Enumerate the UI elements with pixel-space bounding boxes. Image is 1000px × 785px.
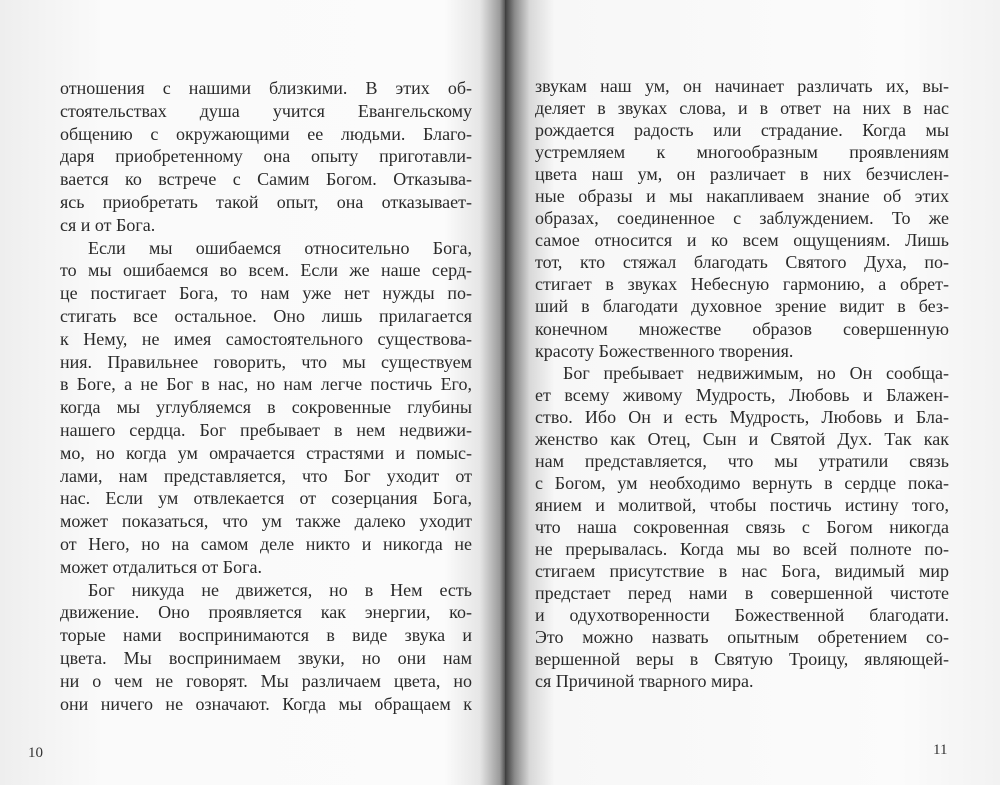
text-line: стоятельствах душа учится Евангельскому <box>60 100 472 121</box>
text-line: к Нему, не имея самостоятельного существова- <box>60 328 472 349</box>
text-line: нашего сердца. Бог пребывает в нем недвижи- <box>60 419 472 440</box>
text-line: что наша сокровенная связь с Богом никогда <box>535 516 949 537</box>
text-line: тот, кто стяжал благодать Святого Духа, по- <box>535 252 949 273</box>
page-number: 11 <box>933 742 948 758</box>
text-line: красоту Божественного творения. <box>535 340 794 361</box>
text-line: мо, но когда ум омрачается страстями и помыс- <box>60 442 472 463</box>
text-line: ся Причиной тварного мира. <box>535 671 754 692</box>
text-line: они ничего не означают. Когда мы обращаем к <box>60 693 472 714</box>
text-line: не прерывалась. Когда мы во всей полноте по- <box>535 538 949 559</box>
page-text <box>60 77 472 715</box>
text-line: Бог никуда не движется, но в Нем есть <box>88 579 472 600</box>
text-line: ший в благодати духовное зрение видит в без- <box>535 296 949 317</box>
text-line: нас. Если ум отвлекается от созерцания Бога, <box>60 488 472 509</box>
text-line: ясь приобретать такой опыт, она отказывает- <box>60 191 472 212</box>
text-line: ни о чем не говорят. Мы различаем цвета, но <box>60 670 472 691</box>
text-line: предстает перед нами в совершенной чистоте <box>535 583 949 604</box>
text-line: конечном множестве образов совершенную <box>535 318 949 339</box>
text-line: от Него, но на самом деле никто и никогда не <box>60 533 472 554</box>
text-line: деляет в звуках слова, и в ответ на них в нас <box>535 98 949 119</box>
text-line: стигает в звуках Небесную гармонию, а обрет- <box>535 274 949 295</box>
text-line: ся и от Бога. <box>60 214 156 235</box>
text-line: образах, соединенное с заблуждением. То же <box>535 208 949 229</box>
text-line: ет всему живому Мудрость, Любовь и Блажен- <box>535 384 949 405</box>
text-line: то мы ошибаемся во всем. Если же наше серд- <box>60 260 472 281</box>
text-line: устремляем к многообразным проявлениям <box>535 142 949 163</box>
text-line: с Богом, ум необходимо вернуть в сердце пока- <box>535 472 949 493</box>
text-line: и одухотворенности Божественной благодати. <box>535 605 949 626</box>
text-line: це постигает Бога, то нам уже нет нужды по- <box>60 283 472 304</box>
text-line: ния. Правильнее говорить, что мы существуем <box>60 351 472 372</box>
text-line: Это можно назвать опытным обретением со- <box>535 627 949 648</box>
text-line: может отдалиться от Бога. <box>60 556 262 577</box>
text-line: Бог пребывает недвижимым, но Он сообща- <box>563 362 949 383</box>
text-line: когда мы углубляемся в сокровенные глубины <box>60 397 472 418</box>
text-line: звукам наш ум, он начинает различать их, вы- <box>535 76 949 96</box>
text-line: женство как Отец, Сын и Святой Дух. Так как <box>535 428 949 449</box>
text-line: цвета. Мы воспринимаем звуки, но они нам <box>60 647 472 668</box>
text-line: даря приобретенному она опыту приготавли- <box>60 146 472 167</box>
paragraph <box>60 579 472 716</box>
text-line: торые нами воспринимаются в виде звука и <box>60 625 472 646</box>
text-line: в Боге, а не Бог в нас, но нам легче постичь Его, <box>60 374 472 395</box>
page-text <box>535 75 949 692</box>
text-line: рождается радость или страдание. Когда мы <box>535 120 949 141</box>
text-line: цвета наш ум, он различает в них безчислен- <box>535 164 949 185</box>
text-line: вершенной веры в Святую Троицу, являющей- <box>535 649 949 670</box>
page-number: 10 <box>28 745 43 761</box>
text-line: стигаем присутствие в нас Бога, видимый мир <box>535 561 949 582</box>
text-line: ство. Ибо Он и есть Мудрость, Любовь и Бла- <box>535 406 949 427</box>
text-line: лами, нам представляется, что Бог уходит от <box>60 465 472 486</box>
text-line: отношения с нашими близкими. В этих об- <box>60 78 472 98</box>
paragraph <box>535 362 949 693</box>
text-line: движение. Оно проявляется как энергии, ко- <box>60 602 472 623</box>
text-line: общению с окружающими ее людьми. Благо- <box>60 123 472 144</box>
text-line: нам представляется, что мы утратили связь <box>535 450 949 471</box>
text-line: самое относится и ко всем ощущениям. Лишь <box>535 230 949 251</box>
text-line: Если мы ошибаемся относительно Бога, <box>88 237 472 258</box>
paragraph <box>60 77 472 237</box>
text-line: стигать все остальное. Оно лишь прилагается <box>60 305 472 326</box>
right-page <box>505 0 1000 785</box>
text-line: вается ко встрече с Самим Богом. Отказыва- <box>60 169 472 190</box>
text-line: ные образы и мы накапливаем знание об этих <box>535 186 949 207</box>
paragraph <box>535 75 949 362</box>
text-line: может показаться, что ум также далеко уходит <box>60 511 472 532</box>
text-line: янием и молитвой, чтобы постичь истину того, <box>535 494 949 515</box>
paragraph <box>60 237 472 579</box>
